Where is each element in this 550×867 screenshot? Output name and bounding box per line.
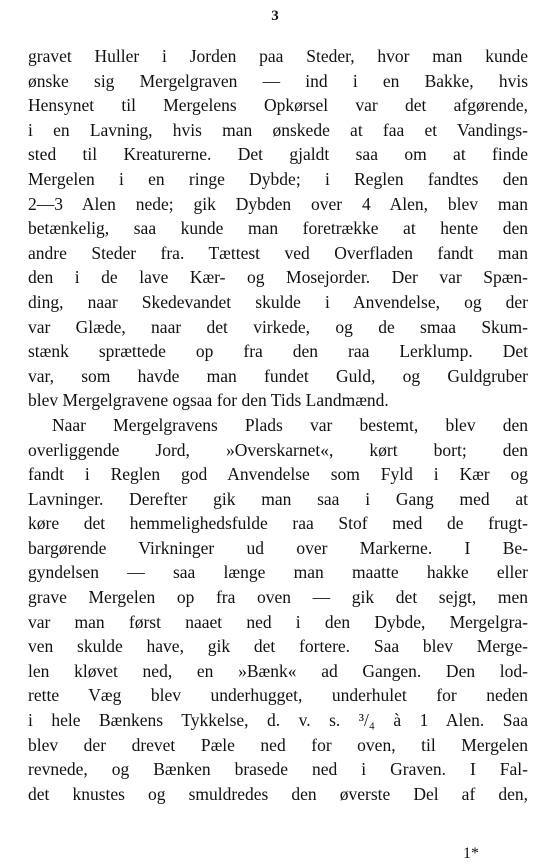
text-line: ven skulde have, gik det fortere. Saa blev Merge- [28,636,528,657]
text-line: var Glæde, naar det virkede, og de smaa Skum- [28,316,528,337]
text-line: 2—3 Alen nede; gik Dybden over 4 Alen, blev man [28,193,528,214]
text-line: Mergelen i en ringe Dybde; i Reglen fandtes den [28,168,528,189]
text-line: i hele Bænkens Tykkelse, d. v. s. ³/₄ à 1 Alen. Saa [28,710,528,731]
text-line: det knustes og smuldredes den øverste Del af den, [28,783,528,804]
text-line: betænkelig, saa kunde man foretrække at hente den [28,218,528,239]
signature-mark: 1* [463,845,479,862]
text-line: den i de lave Kær- og Mosejorder. Der var Spæn- [28,267,528,288]
text-line: Hensynet til Mergelens Opkørsel var det afgørende, [28,95,528,116]
paragraph [28,44,528,413]
body-text [28,44,528,806]
text-line: i en Lavning, hvis man ønskede at faa et Vandings- [28,119,528,140]
text-line: bargørende Virkninger ud over Markerne. I Be- [28,537,528,558]
text-line: fandt i Reglen god Anvendelse som Fyld i Kær og [28,464,528,485]
text-line: Naar Mergelgravens Plads var bestemt, blev den [52,414,528,435]
text-line: var, som havde man fundet Guld, og Guldgruber [28,365,528,386]
text-line: gyndelsen — saa længe man maatte hakke eller [28,562,528,583]
text-line: køre det hemmelighedsfulde raa Stof med de frugt- [28,513,528,534]
paragraph [28,413,528,807]
text-line: blev der drevet Pæle ned for oven, til Mergelen [28,734,528,755]
text-line: stænk sprættede op fra den raa Lerklump. Det [28,341,528,362]
text-line: var man først naaet ned i den Dybde, Mergelgra- [28,611,528,632]
text-line: revnede, og Bænken brasede ned i Graven. I Fal- [28,759,528,780]
text-line: gravet Huller i Jorden paa Steder, hvor man kunde [28,46,528,66]
text-line: Lavninger. Derefter gik man saa i Gang med at [28,488,528,509]
text-line: andre Steder fra. Tættest ved Overfladen fandt man [28,242,528,263]
text-line: blev Mergelgravene ogsaa for den Tids Landmænd. [28,390,389,411]
text-line: rette Væg blev underhugget, underhulet for neden [28,685,528,706]
text-line: len kløvet ned, en »Bænk« ad Gangen. Den lod- [28,660,528,681]
text-line: overliggende Jord, »Overskarnet«, kørt bort; den [28,439,528,460]
text-line: ding, naar Skedevandet skulde i Anvendelse, og der [28,291,528,312]
text-line: ønske sig Mergelgraven — ind i en Bakke, hvis [28,70,528,91]
page-number: 3 [271,8,279,24]
text-line: grave Mergelen op fra oven — gik det sejgt, men [28,587,528,608]
text-line: sted til Kreaturerne. Det gjaldt saa om at finde [28,144,528,165]
